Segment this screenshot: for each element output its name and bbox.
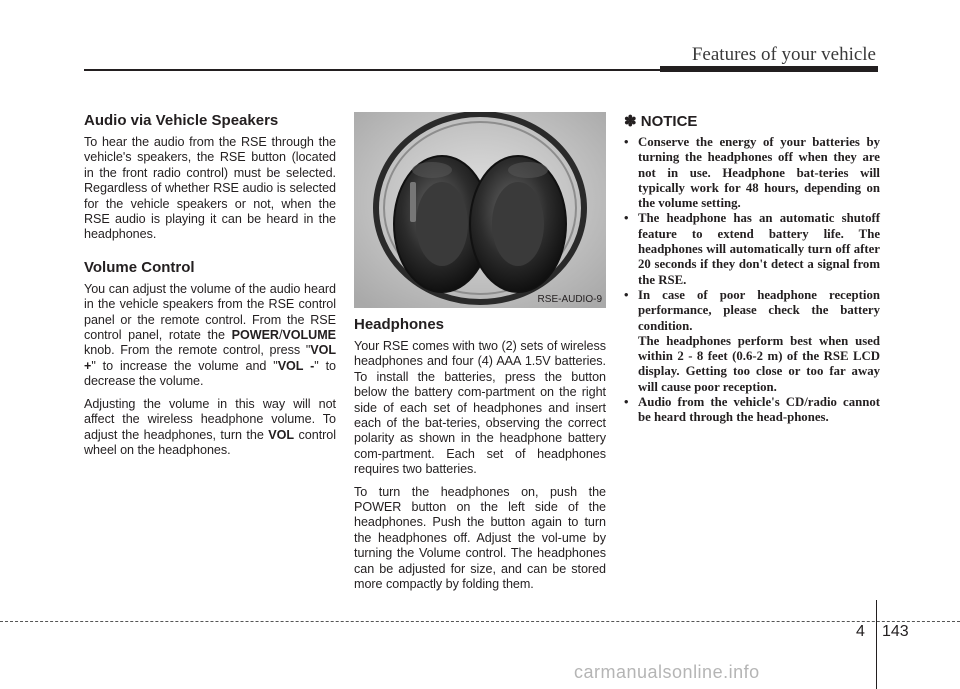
column-left: [84, 112, 336, 465]
photo-caption: RSE-AUDIO-9: [537, 294, 602, 305]
paragraph-headphones-batteries: Your RSE comes with two (2) sets of wireless headphones and four (4) AAA 1.5V batteries. To install the batteries, press the button below the battery com-partment on the right side of each set of headphones and insert each of the bat-teries, observing the correct polarity as shown in the headphone battery com-partment. Each set of headphones requires two batteries.: [354, 339, 606, 477]
notice-item: • In case of poor headphone reception performance, please check the battery condition. The headphones perform best when used within 2 - 8 feet (0.6-2 m) of the RSE LCD display. Getting too close or too far away will cause poor reception.: [624, 287, 880, 394]
paragraph-volume-control: You can adjust the volume of the audio heard in the vehicle speakers from the RSE control panel or the remote control. From the RSE control panel, rotate the POWER/VOLUME knob. From the remote control, press "VOL +" to increase the volume and "VOL -" to decrease the volume.: [84, 281, 336, 389]
notice-item: • The headphone has an automatic shutoff feature to extend battery life. The headphones will automatically turn off after 20 seconds if they don't detect a signal from the RSE.: [624, 211, 880, 287]
section-heading-audio-speakers: Audio via Vehicle Speakers: [84, 112, 279, 129]
footer-vertical-rule: [876, 600, 877, 689]
headphones-photo: [354, 112, 606, 308]
column-middle: [354, 112, 606, 600]
chapter-number: 4: [856, 623, 865, 640]
notice-title: ✽ NOTICE: [624, 113, 698, 130]
section-heading-volume-control: Volume Control: [84, 258, 195, 276]
watermark: carmanualsonline.info: [574, 662, 760, 682]
paragraph-headphone-volume: Adjusting the volume in this way will not affect the wireless headphone volume. To adjust the headphones, turn the VOL control wheel on the headphones.: [84, 396, 336, 457]
notice-item: • Audio from the vehicle's CD/radio cannot be heard through the head-phones.: [624, 395, 880, 425]
page-header-title: Features of your vehicle: [691, 44, 876, 65]
column-right-notice: [624, 112, 880, 426]
paragraph-headphones-power: To turn the headphones on, push the POWER button on the left side of the headphones. Push the button again to turn the headphones off. Adjust the vol-ume by turning the Volume control. The headphones can be adjusted for size, and can be stored more compactly by folding them.: [354, 484, 606, 592]
page-number: 143: [882, 623, 909, 640]
headphones-illustration: [354, 112, 606, 308]
paragraph-audio-speakers: To hear the audio from the RSE through the vehicle's speakers, the RSE button (located in the front radio control) must be selected. Regardless of whether RSE audio is selected for the vehicle speakers or not, when the RSE audio is playing it can be heard in the headphones.: [84, 135, 336, 242]
notice-list: [624, 135, 880, 426]
notice-item: • Conserve the energy of your batteries by turning the headphones off when they are not in use. Headphone bat-teries will typically work for 48 hours, depending on the volume setting.: [624, 135, 880, 211]
header-rule-accent: [660, 66, 878, 72]
header-rule: [84, 69, 660, 71]
footer-dashed-rule: [0, 621, 960, 622]
section-heading-headphones: Headphones: [354, 316, 445, 333]
